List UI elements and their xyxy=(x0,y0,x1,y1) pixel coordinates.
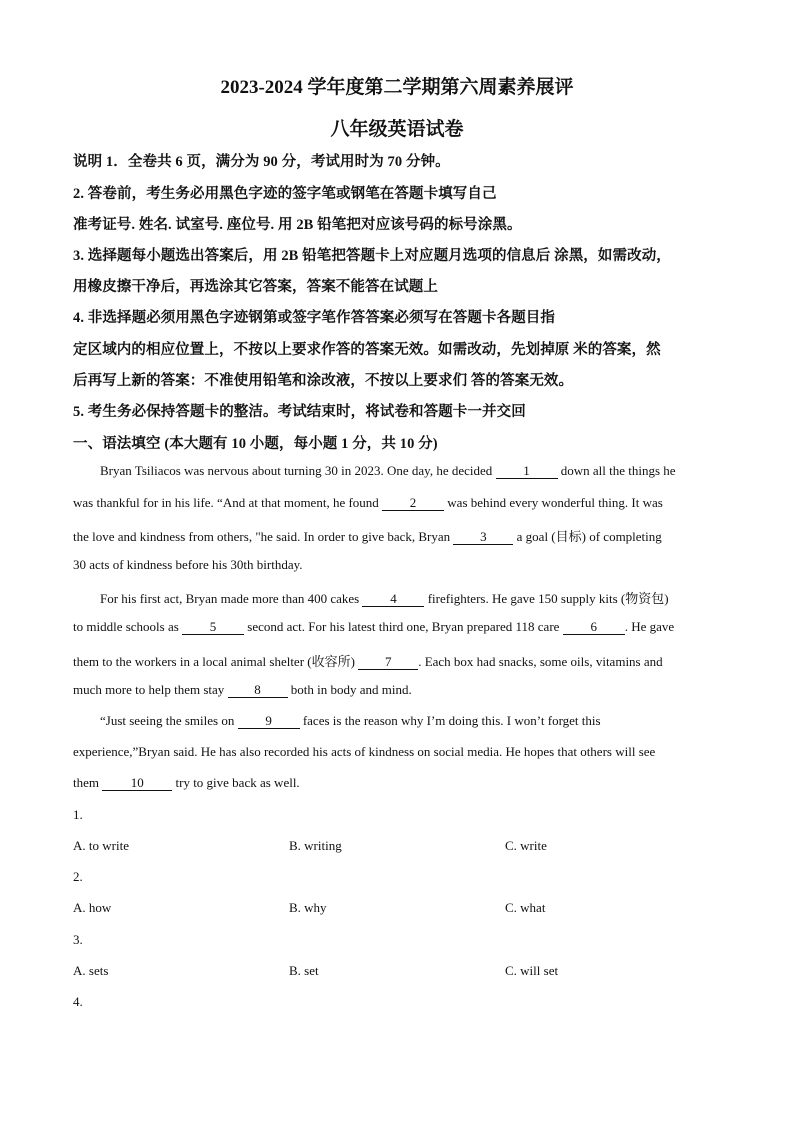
passage-line: them to the workers in a local animal shelter (收容所) 7 . Each box had snacks, some oils, vitamins and xyxy=(73,654,663,669)
instruction-line: 准考证号. 姓名. 试室号. 座位号. 用 2B 铅笔把对应该号码的标号涂黑。 xyxy=(73,217,522,233)
instruction-line: 用橡皮擦干净后，再选涂其它答案，答案不能答在试题上 xyxy=(73,279,438,295)
instruction-line: 说明 1．全卷共 6 页，满分为 90 分，考试用时为 70 分钟。 xyxy=(73,154,450,170)
blank-5[interactable]: 5 xyxy=(182,620,244,635)
option-a[interactable]: A. sets xyxy=(73,963,109,978)
instruction-line: 2. 答卷前，考生务必用黑色字迹的签字笔或钢笔在答题卡填写自己 xyxy=(73,186,497,202)
blank-4[interactable]: 4 xyxy=(362,592,424,607)
option-c[interactable]: C. write xyxy=(505,838,547,853)
instruction-line: 3. 选择题每小题选出答案后，用 2B 铅笔把答题卡上对应题月选项的信息后 涂黑，如需改动， xyxy=(73,248,671,264)
blank-1[interactable]: 1 xyxy=(496,464,558,479)
passage-line: “Just seeing the smiles on 9 faces is the reason why I’m doing this. I won’t forget this xyxy=(100,713,601,728)
blank-2[interactable]: 2 xyxy=(382,496,444,511)
blank-8[interactable]: 8 xyxy=(228,683,288,698)
question-number: 3. xyxy=(73,932,83,947)
passage-line: the love and kindness from others, "he said. In order to give back, Bryan 3 a goal (目标) of completing xyxy=(73,529,662,544)
passage-line: much more to help them stay 8 both in body and mind. xyxy=(73,682,412,697)
option-b[interactable]: B. writing xyxy=(289,838,342,853)
passage-line: to middle schools as 5 second act. For his latest third one, Bryan prepared 118 care 6 . He gave xyxy=(73,619,675,634)
passage-line: For his first act, Bryan made more than 400 cakes 4 firefighters. He gave 150 supply kits (物资包) xyxy=(100,591,669,606)
question-number: 4. xyxy=(73,994,83,1009)
blank-10[interactable]: 10 xyxy=(102,776,172,791)
option-a[interactable]: A. how xyxy=(73,900,112,915)
passage-line: them 10 try to give back as well. xyxy=(73,775,300,790)
question-number: 2. xyxy=(73,869,83,884)
passage-line: Bryan Tsiliacos was nervous about turning 30 in 2023. One day, he decided 1 down all the things he xyxy=(100,463,676,478)
blank-6[interactable]: 6 xyxy=(563,620,625,635)
option-c[interactable]: C. what xyxy=(505,900,546,915)
blank-7[interactable]: 7 xyxy=(358,655,418,670)
passage-line: experience,”Bryan said. He has also recorded his acts of kindness on social media. He hopes that others will see xyxy=(73,744,656,759)
instruction-line: 定区域内的相应位置上，不按以上要求作答的答案无效。如需改动，先划掉原 米的答案，然 xyxy=(73,342,661,358)
instruction-line: 后再写上新的答案：不准使用铅笔和涂改液，不按以上要求们 答的答案无效。 xyxy=(73,373,574,389)
instruction-line: 4. 非选择题必须用黑色字迹钢第或签字笔作答答案必须写在答题卡各题目指 xyxy=(73,310,555,326)
option-b[interactable]: B. set xyxy=(289,963,319,978)
blank-3[interactable]: 3 xyxy=(453,530,513,545)
exam-subtitle: 八年级英语试卷 xyxy=(330,119,464,140)
option-c[interactable]: C. will set xyxy=(505,963,559,978)
option-a[interactable]: A. to write xyxy=(73,838,129,853)
instruction-line: 5. 考生务必保持答题卡的整洁。考试结束时，将试卷和答题卡一并交回 xyxy=(73,404,526,420)
exam-title: 2023-2024 学年度第二学期第六周素养展评 xyxy=(220,77,574,98)
blank-9[interactable]: 9 xyxy=(238,714,300,729)
option-b[interactable]: B. why xyxy=(289,900,327,915)
section-heading: 一、语法填空 (本大题有 10 小题，每小题 1 分，共 10 分) xyxy=(73,436,438,452)
question-number: 1. xyxy=(73,807,83,822)
passage-line: 30 acts of kindness before his 30th birthday. xyxy=(73,557,303,572)
passage-line: was thankful for in his life. “And at that moment, he found 2 was behind every wonderful thing. It was xyxy=(73,495,663,510)
